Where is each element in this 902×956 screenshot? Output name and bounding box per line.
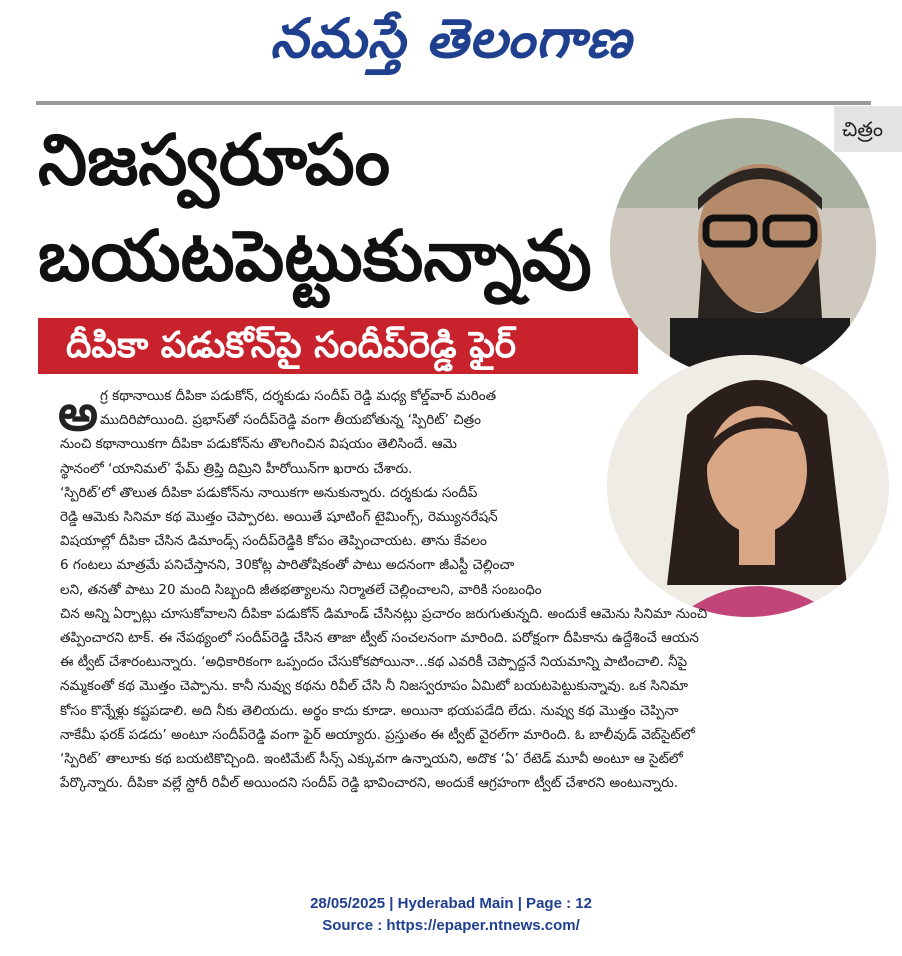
article-line: ‘స్పిరిట్’ తాలూకు కథ బయటికొచ్చింది. ఇంటిమేట్ సీన్స్ ఎక్కువగా ఉన్నాయని, అదొక ‘ఏ’ రేటెడ్ మూవీ అంటూ ఆ సైట్‌లో bbox=[60, 751, 683, 768]
dropcap: అ bbox=[58, 384, 98, 442]
article-line: ముదిరిపోయింది. ప్రభాస్‌తో సందీప్‌రెడ్డి వంగా తీయబోతున్న ‘స్పిరిట్’ చిత్రం bbox=[100, 412, 481, 429]
article-line: పేర్కొన్నారు. దీపికా వల్లే స్టోరీ రివీల్ అయిందని సందీప్ రెడ్డి భావించారని, అందుకే ఆగ్రహంగా ట్వీట్ చేశారని అంటున్నారు. bbox=[60, 775, 679, 792]
subhead-banner: దీపికా పడుకోన్‌పై సందీప్‌రెడ్డి ఫైర్ bbox=[38, 318, 638, 374]
article-line: నమ్మకంతో కథ మొత్తం చెప్పాను. కానీ నువ్వు కథను రివీల్ చేసి నీ నిజస్వరూపం ఏమిటో బయటపెట్టుకున్నావు. ఒక సినిమా bbox=[60, 678, 688, 695]
article-line: కోసం కొన్నేళ్లు కష్టపడాలి. అది నీకు తెలియదు. అర్థం కాదు కూడా. అయినా భయపడేది లేదు. నువ్వు కథ మొత్తం చెప్పినా bbox=[60, 702, 679, 719]
footer-source[interactable]: Source : https://epaper.ntnews.com/ bbox=[322, 917, 580, 934]
article-line: ఈ ట్వీట్ చేశారంటున్నారు. ‘అధికారికంగా ఒప్పందం చేసుకోకపోయినా...కథ ఎవరికీ చెప్పొద్దనే నియమాన్ని పాటించాలి. నీపై bbox=[60, 654, 688, 671]
article-line: గ్ర కథానాయిక దీపికా పడుకోన్, దర్శకుడు సందీప్ రెడ్డి మధ్య కోల్డ్‌వార్ మరింత bbox=[100, 388, 497, 404]
article-line: విషయాల్లో దీపికా చేసిన డిమాండ్స్ సందీప్‌రెడ్డికి కోపం తెప్పించాయట. తాను కేవలం bbox=[60, 533, 487, 550]
masthead-title: నమస్తే తెలంగాణ bbox=[270, 7, 632, 70]
article-line: నుంచి కథానాయికగా దీపికా పడుకోన్‌ను తొలగించిన విషయం తెలిసిందే. ఆమె bbox=[60, 436, 457, 453]
article-line: 6 గంటలు మాత్రమే పనిచేస్తానని, 30కోట్ల పారితోషికంతో పాటు అదనంగా జీఎస్టీ చెల్లించా bbox=[60, 557, 515, 574]
section-tab: చిత్రం bbox=[834, 106, 902, 152]
bearded-man-portrait-icon bbox=[610, 118, 876, 378]
footer-date-edition: 28/05/2025 | Hyderabad Main | Page : 12 bbox=[310, 895, 592, 912]
headline-line-2: బయటపెట్టుకున్నావు bbox=[38, 215, 592, 297]
article-line: తప్పించారని టాక్. ఈ నేపథ్యంలో సందీప్‌రెడ్డి చేసిన తాజా ట్వీట్ సంచలనంగా మారింది. పరోక్షంగా దీపికాను ఉద్దేశించే ఆయన bbox=[60, 630, 699, 647]
article-line: ‘స్పిరిట్’లో తొలుత దీపికా పడుకోన్‌ను నాయికగా అనుకున్నారు. దర్శకుడు సందీప్ bbox=[60, 484, 478, 501]
article-line: నాకేమీ ఫరక్ పడదు’ అంటూ సందీప్‌రెడ్డి వంగా ఫైర్ అయ్యారు. ప్రస్తుతం ఈ ట్వీట్ వైరల్‌గా మారింది. ఓ బాలీవుడ్ వెబ్‌సైట్‌లో bbox=[60, 726, 695, 743]
article-line: చిన అన్ని ఏర్పాట్లు చూసుకోవాలని దీపికా పడుకోన్ డిమాండ్ చేసినట్లు ప్రచారం జరుగుతున్నది. అందుకే ఆమెను సినిమా నుంచి bbox=[60, 605, 708, 622]
article-line: స్థానంలో ‘యానిమల్’ ఫేమ్ త్రిప్తి దిమ్రిని హీరోయిన్‌గా ఖరారు చేశారు. bbox=[60, 460, 413, 477]
footer bbox=[0, 893, 902, 937]
article-line: రెడ్డి ఆమెకు సినిమా కథ మొత్తం చెప్పారట. అయితే షూటింగ్ టైమింగ్స్, రెమ్యునరేషన్ bbox=[60, 509, 498, 526]
header-rule bbox=[36, 101, 871, 105]
article-line: లని, తనతో పాటు 20 మంది సిబ్బంది జీతభత్యాలను నిర్మాతలే చెల్లించాలని, వారికి సంబంధిం bbox=[60, 581, 542, 598]
headline-line-1: నిజస్వరూపం bbox=[38, 119, 391, 201]
photo-sandeep-reddy bbox=[610, 118, 876, 378]
article-body bbox=[60, 384, 868, 795]
headline bbox=[38, 112, 618, 304]
